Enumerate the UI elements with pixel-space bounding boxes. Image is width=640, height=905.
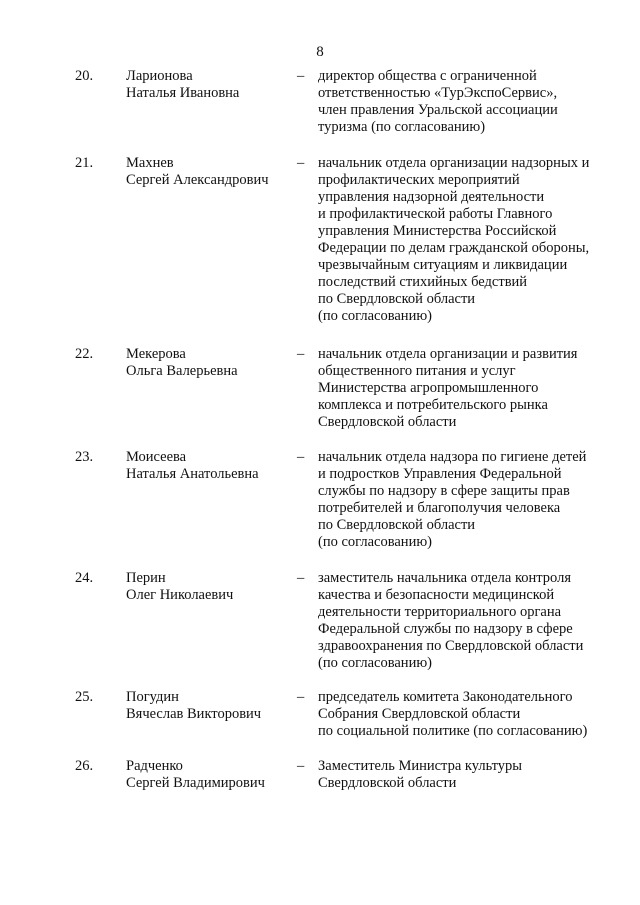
person-surname: Ларионова	[126, 68, 193, 84]
separator-dash: –	[297, 155, 305, 171]
separator-dash: –	[297, 689, 305, 705]
person-name	[126, 449, 296, 483]
person-given-names: Вячеслав Викторович	[126, 706, 262, 722]
person-surname: Мекерова	[126, 346, 186, 362]
person-surname: Погудин	[126, 689, 179, 705]
separator-dash: –	[297, 758, 305, 774]
person-surname: Перин	[126, 570, 166, 586]
page-number: 8	[316, 44, 324, 60]
person-name	[126, 68, 296, 102]
entry-number: 23.	[75, 449, 94, 465]
separator-dash: –	[297, 346, 305, 362]
person-name	[126, 689, 296, 723]
separator-dash: –	[297, 68, 305, 84]
person-given-names: Сергей Владимирович	[126, 775, 265, 791]
position-description: начальник отдела организации и развития общественного питания и услуг Министерства агропромышленного комплекса и потребительского рынка Свердловской области	[318, 346, 578, 430]
position-description: начальник отдела надзора по гигиене детей и подростков Управления Федеральной службы по надзору в сфере защиты прав потребителей и благополучия человека по Свердловской области (по согласованию)	[318, 449, 587, 550]
person-given-names: Наталья Ивановна	[126, 85, 240, 101]
separator-dash: –	[297, 570, 305, 586]
person-name	[126, 570, 296, 604]
person-given-names: Наталья Анатольевна	[126, 466, 259, 482]
person-surname: Радченко	[126, 758, 183, 774]
person-given-names: Сергей Александрович	[126, 172, 269, 188]
entry-number: 22.	[75, 346, 94, 362]
separator-dash: –	[297, 449, 305, 465]
position-description: заместитель начальника отдела контроля качества и безопасности медицинской деятельности территориального органа Федеральной службы по надзору в сфере здравоохранения по Свердловской области (по согласованию)	[318, 570, 584, 671]
entry-number: 25.	[75, 689, 94, 705]
position-description: председатель комитета Законодательного Собрания Свердловской области по социальной политике (по согласованию)	[318, 689, 588, 739]
entry-number: 21.	[75, 155, 94, 171]
person-surname: Моисеева	[126, 449, 187, 465]
person-surname: Махнев	[126, 155, 174, 171]
person-name	[126, 155, 296, 189]
person-given-names: Олег Николаевич	[126, 587, 234, 603]
person-given-names: Ольга Валерьевна	[126, 363, 238, 379]
position-description: директор общества с ограниченной ответственностью «ТурЭкспоСервис», член правления Уральской ассоциации туризма (по согласованию)	[318, 68, 558, 135]
entry-number: 26.	[75, 758, 94, 774]
entry-number: 24.	[75, 570, 94, 586]
person-name	[126, 758, 296, 792]
person-name	[126, 346, 296, 380]
position-description: Заместитель Министра культуры Свердловской области	[318, 758, 523, 791]
position-description: начальник отдела организации надзорных и профилактических мероприятий управления надзорной деятельности и профилактической работы Главного управления Министерства Российской Федерации по делам гражданской обороны, чрезвычайным ситуациям и ликвидации последствий стихийных бедствий по Свердловской области (по согласованию)	[318, 155, 590, 324]
entry-number: 20.	[75, 68, 94, 84]
